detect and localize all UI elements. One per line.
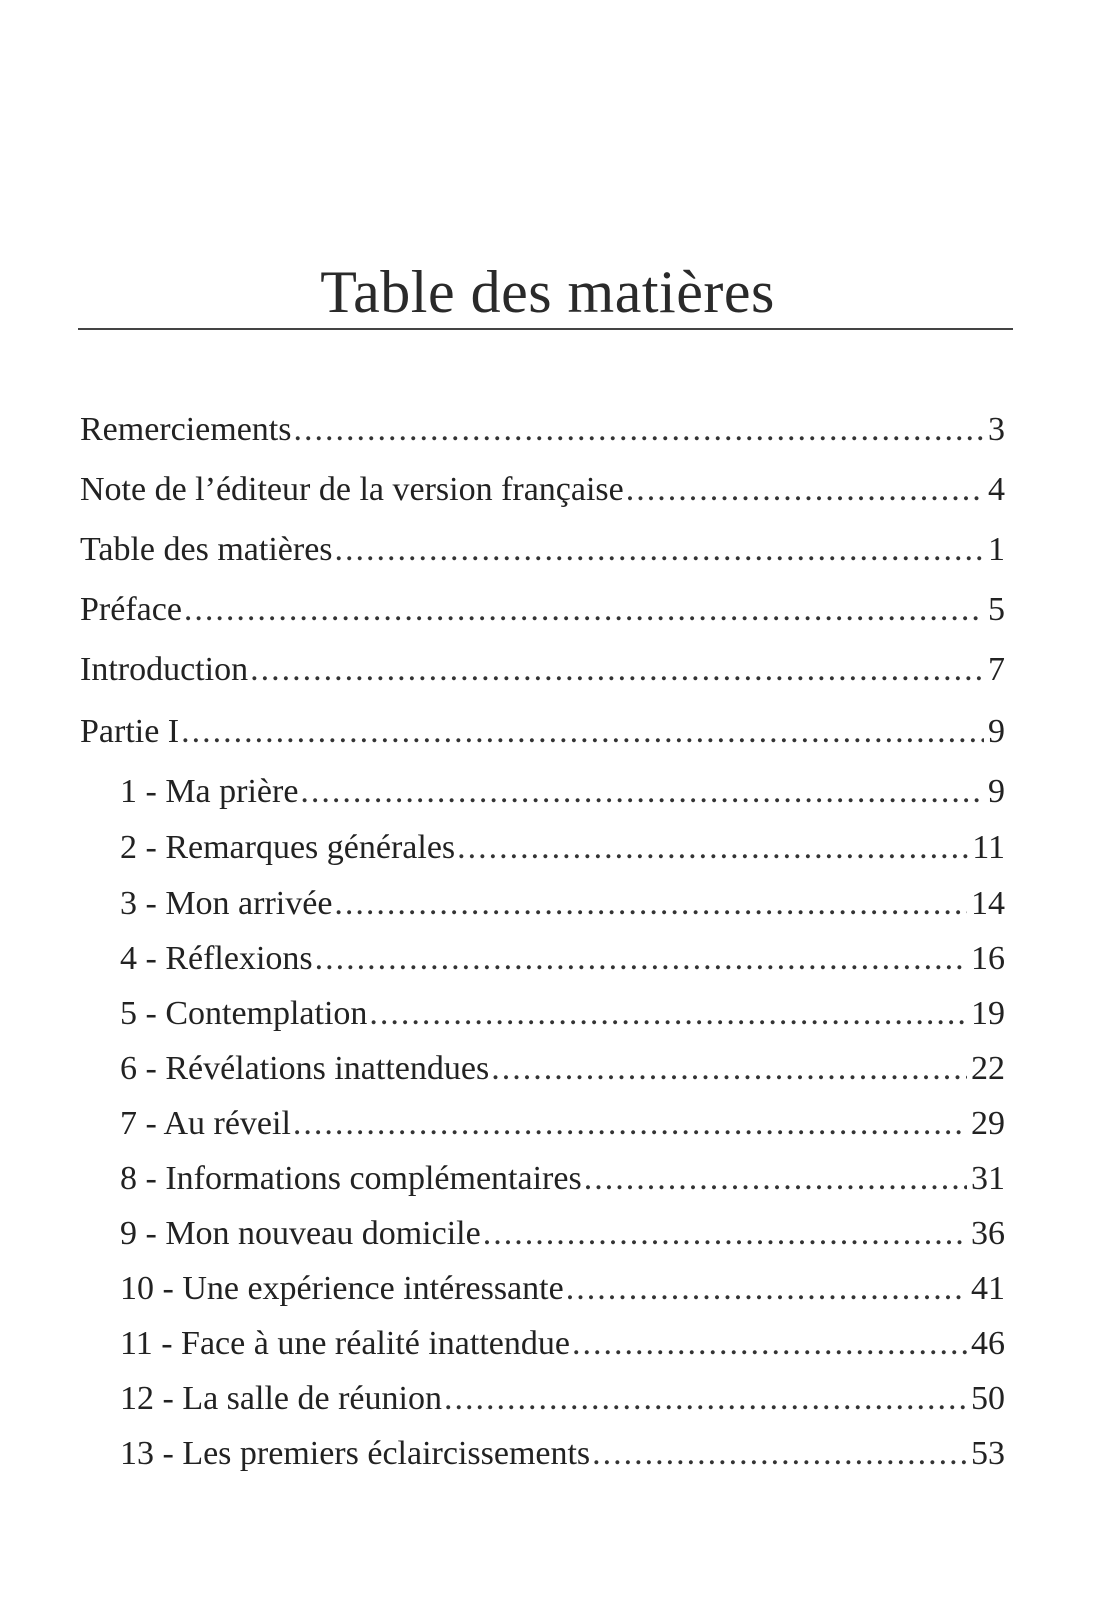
- toc-entry: [80, 646, 1005, 694]
- toc-entry: [120, 935, 1005, 983]
- toc-entry-label: 10 - Une expérience intéressante: [120, 1270, 564, 1307]
- toc-entry-label: 11 - Face à une réalité inattendue: [120, 1325, 570, 1362]
- toc-entry: [120, 824, 1005, 872]
- toc-entry-page: 50: [971, 1380, 1005, 1417]
- toc-dot-leader: [293, 406, 984, 454]
- toc-entry-label: Partie I: [80, 713, 180, 750]
- toc-entry-label: 2 - Remarques générales: [120, 829, 456, 866]
- toc-entry-page: 16: [971, 940, 1005, 977]
- toc-entry-label: 12 - La salle de réunion: [120, 1380, 442, 1417]
- toc-entry-label: 6 - Révélations inattendues: [120, 1050, 490, 1087]
- toc-entry-label: 4 - Réflexions: [120, 940, 313, 977]
- toc-entry-page: 14: [971, 885, 1005, 922]
- toc-dot-leader: [315, 935, 967, 983]
- toc-entry-label: Table des matières: [80, 531, 333, 568]
- toc-entry: [80, 526, 1005, 574]
- toc-dot-leader: [250, 646, 984, 694]
- toc-entry-label: 3 - Mon arrivée: [120, 885, 333, 922]
- toc-entry: [120, 1155, 1005, 1203]
- toc-entry-page: 19: [971, 995, 1005, 1032]
- toc-entry: [120, 1045, 1005, 1093]
- toc-dot-leader: [369, 990, 967, 1038]
- toc-entry-label: Préface: [80, 591, 182, 628]
- toc-entry-page: 9: [988, 773, 1005, 810]
- toc-entry-page: 3: [988, 411, 1005, 448]
- toc-dot-leader: [444, 1375, 967, 1423]
- toc-dot-leader: [184, 586, 984, 634]
- toc-entry-page: 22: [971, 1050, 1005, 1087]
- toc-dot-leader: [335, 526, 984, 574]
- toc-entry-page: 36: [971, 1215, 1005, 1252]
- toc-entry: [120, 880, 1005, 928]
- toc-entry-page: 29: [971, 1105, 1005, 1142]
- toc-dot-leader: [491, 1045, 967, 1093]
- toc-dot-leader: [181, 708, 984, 756]
- toc-entry: [120, 1210, 1005, 1258]
- toc-entry-page: 9: [988, 713, 1005, 750]
- toc-dot-leader: [483, 1210, 967, 1258]
- toc-dot-leader: [300, 768, 984, 816]
- toc-entry-label: 13 - Les premiers éclaircissements: [120, 1435, 591, 1472]
- toc-dot-leader: [572, 1320, 967, 1368]
- toc-entry-label: 9 - Mon nouveau domicile: [120, 1215, 481, 1252]
- toc-entry-label: 1 - Ma prière: [120, 773, 299, 810]
- toc-entry-label: Introduction: [80, 651, 249, 688]
- toc-entry: [80, 708, 1005, 756]
- title-underline: [78, 328, 1013, 330]
- toc-entry-page: 46: [971, 1325, 1005, 1362]
- toc-entry-label: Remerciements: [80, 411, 292, 448]
- toc-entry-label: Note de l’éditeur de la version française: [80, 471, 624, 508]
- toc-dot-leader: [592, 1430, 967, 1478]
- toc-entry-page: 53: [971, 1435, 1005, 1472]
- toc-entry-label: 5 - Contemplation: [120, 995, 368, 1032]
- toc-entry-page: 7: [988, 651, 1005, 688]
- toc-entry-label: 8 - Informations complémentaires: [120, 1160, 582, 1197]
- toc-entry: [120, 1320, 1005, 1368]
- toc-entry: [120, 1100, 1005, 1148]
- toc-entry-page: 41: [971, 1270, 1005, 1307]
- page-title: Table des matières: [320, 259, 775, 325]
- toc-entry: [120, 1265, 1005, 1313]
- toc-dot-leader: [334, 880, 967, 928]
- toc-entry-page: 31: [971, 1160, 1005, 1197]
- toc-entry: [120, 1375, 1005, 1423]
- toc-entry: [120, 990, 1005, 1038]
- toc-entry: [80, 586, 1005, 634]
- toc-dot-leader: [584, 1155, 967, 1203]
- toc-entry: [80, 406, 1005, 454]
- toc-entry: [120, 768, 1005, 816]
- toc-entry: [80, 466, 1005, 514]
- toc-entry-page: 11: [972, 829, 1005, 866]
- toc-entry-page: 1: [988, 531, 1005, 568]
- toc-dot-leader: [293, 1100, 967, 1148]
- toc-entry-label: 7 - Au réveil: [120, 1105, 291, 1142]
- toc-entry-page: 5: [988, 591, 1005, 628]
- toc-entry: [120, 1430, 1005, 1478]
- toc-dot-leader: [626, 466, 984, 514]
- toc-dot-leader: [566, 1265, 967, 1313]
- toc-dot-leader: [457, 824, 968, 872]
- toc-entry-page: 4: [988, 471, 1005, 508]
